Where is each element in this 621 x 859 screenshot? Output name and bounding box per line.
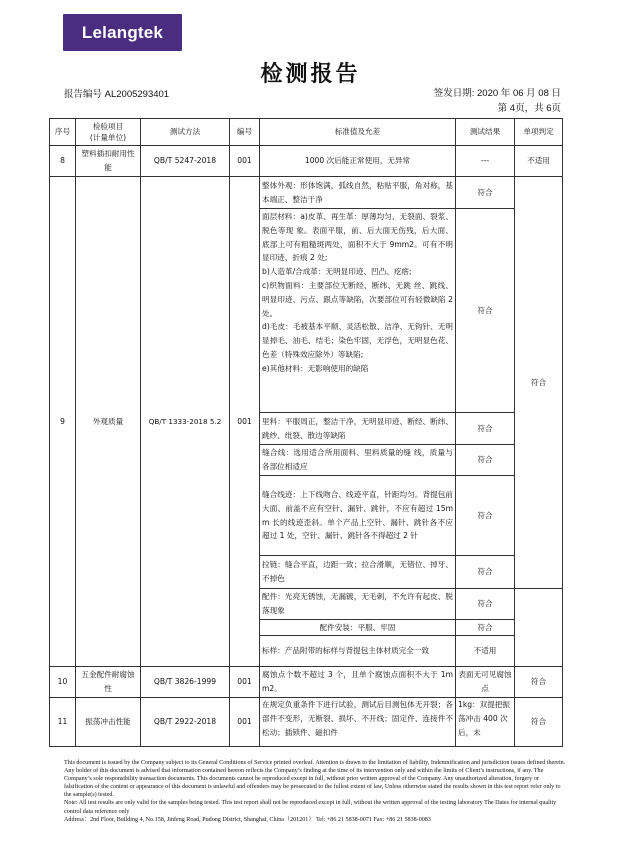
footer-note: Note: All test results are only valid for the samples being tested. This test report shall not be reproduced except in full, without the written approval of the testing laboratory The Dates for internal quality control data reference only <box>64 800 557 815</box>
row9-item: 外观质量 <box>76 177 141 667</box>
row11-method: QB/T 2922-2018 <box>141 698 230 747</box>
row8-code: 001 <box>230 146 260 177</box>
logo-text: Lelangtek <box>81 22 164 42</box>
footer-address: Address：2nd Floor, Building 4, No.158, Jinfeng Road, Pudong District, Shanghai, China（201201） Tel: +86 21 5838-0071 Fax: +86 21 5838-0083 <box>64 816 431 823</box>
row8-method: QB/T 5247-2018 <box>141 146 230 177</box>
header-item: 检验项目 (计量单位) <box>76 119 141 146</box>
row11-result: 1kg：双提把振荡冲击 400 次后，未 <box>456 698 515 747</box>
row9-code: 001 <box>230 177 260 667</box>
row9-result-zipper: 符合 <box>456 556 515 589</box>
row9-result-thread: 符合 <box>456 445 515 476</box>
row8-result: --- <box>456 146 515 177</box>
row10-result: 表面无可见腐蚀点 <box>456 667 515 698</box>
test-report-table <box>49 118 563 747</box>
row9-result-overall: 符合 <box>456 177 515 209</box>
row8-standard: 1000 次后能正常使用，无异常 <box>260 146 456 177</box>
row9-result-stitching: 符合 <box>456 476 515 556</box>
row10-no: 10 <box>50 667 76 698</box>
row9-standard-lining: 里料：平服周正，整洁干净，无明显印迹、断经、断纬、跳纱、纰裂、散边等缺陷 <box>260 413 456 445</box>
row9-method: QB/T 1333-2018 5.2 <box>141 177 230 667</box>
row9-standard-label: 标样：产品附带的标样与背提包主体材质完全一致 <box>260 636 456 667</box>
company-logo <box>63 14 182 51</box>
footer-disclaimer: This document is issued by the Company subject to its General Conditions of Service printed overleaf. Attention is drawn to the limitation of liability, Indemnification and jurisdiction issues defined therein. Any holder of this document is advised that information contained hereon reflects the Company’s finding at the time of its intervention only and within the limits of Client’s instructions, if any. The Company’s sole responsibility transaction documents. This documents cannot be reproduced except in full, without prior written approval of the Company. Any unauthorized alteration, forgery or falsification of the content or appearance of this document is unlawful and offenders may be prosecuted to the fullest extent of law, Unless otherwise stated the results shown in this test report refer only to the sample(s) tested. <box>64 760 566 799</box>
row11-code: 001 <box>230 698 260 747</box>
row10-item: 五金配件耐腐蚀性 <box>76 667 141 698</box>
row9-result-lining: 符合 <box>456 413 515 445</box>
row9-verdict: 符合 <box>515 177 563 589</box>
sign-date: 签发日期: 2020 年 06 月 08 日 <box>433 88 561 99</box>
table-header-row <box>50 119 563 146</box>
row9-result-accessories: 符合 <box>456 589 515 620</box>
row9-standard-overall: 整体外观：形体饱满，弧线自然，粘贴平服，角对称，基本端正、整洁干净 <box>260 177 456 209</box>
row9-standard-materials: 面层材料：a)皮革、再生革：厚薄均匀、无裂面、裂浆、脱色等现 象。表面平服，前、后大面无伤残，后大面、底部上可有粗糙斑两处，面积不大于 9mm2。可有不明显印迹、折痕 2 处; b)人造革/合成革：无明显印迹、凹凸、疙瘩; c)织物面料：主要部位无断经、断纬、无跳 丝、跳线、明显印迹、污点、跟点等缺陷，次要部位可有轻微缺陷 2 处。 d)毛皮：毛被基本平顺、灵活松散、洁净、无钩针、无明显掉毛、油毛、结毛；染色牢固，无浮色，无明显色花、色差（特殊效应除外）等缺陷; e)其他材料：无影响使用的缺陷 <box>260 209 456 413</box>
row9-result-install: 符合 <box>456 620 515 636</box>
row9-verdict-blank <box>515 589 563 667</box>
row9-standard-stitching: 缝合线迹：上下线吻合、线迹平直，针距均匀。背提包前大面、前盖不应有空针、漏针、跳针，不应有超过 15mm 长的线迹歪斜。单个产品上空针、漏针、跳针各不应超过 1 处，空针、漏针、跳针各不得超过 2 针 <box>260 476 456 556</box>
row10-method: QB/T 3826-1999 <box>141 667 230 698</box>
row9-no: 9 <box>50 177 76 667</box>
row11-standard: 在规定负重条件下进行试验，测试后目测包体无开裂；各部件不变形，无断裂、损坏、不开线；固定件、连接件不松动；插锁件、磁扣件 <box>260 698 456 747</box>
header-standard: 标准值及允差 <box>260 119 456 146</box>
row11-item: 振荡冲击性能 <box>76 698 141 747</box>
row11-no: 11 <box>50 698 76 747</box>
table-row <box>50 146 563 177</box>
header-method: 测试方法 <box>141 119 230 146</box>
report-title: 检测报告 <box>260 62 361 87</box>
row10-verdict: 符合 <box>515 667 563 698</box>
table-row <box>50 177 563 209</box>
row9-result-label: 不适用 <box>456 636 515 667</box>
row8-verdict: 不适用 <box>515 146 563 177</box>
page-info: 第 4页，共 6页 <box>497 103 561 114</box>
row8-item: 塑料插扣耐用性能 <box>76 146 141 177</box>
row8-no: 8 <box>50 146 76 177</box>
header-no: 序号 <box>50 119 76 146</box>
row10-standard: 腐蚀点个数不超过 3 个，且单个腐蚀点面积不大于 1mm2。 <box>260 667 456 698</box>
row9-standard-accessories: 配件：光亮无锈蚀，无漏镀，无毛刺，不允许有起皮、脱落现象 <box>260 589 456 620</box>
row9-standard-install: 配件安装：平服、牢固 <box>260 620 456 636</box>
table-row <box>50 667 563 698</box>
row9-standard-zipper: 拉链：缝合平直，边距一致；拉合滑顺，无错位、掉牙、不掉色 <box>260 556 456 589</box>
report-number: 报告编号 AL2005293401 <box>64 89 170 100</box>
row11-verdict: 符合 <box>515 698 563 747</box>
header-verdict: 单项判定 <box>515 119 563 146</box>
header-code: 编号 <box>230 119 260 146</box>
row9-standard-thread: 缝合线：选用适合所用面料、里料质量的缝 线，质量与各部位相适应 <box>260 445 456 476</box>
row10-code: 001 <box>230 667 260 698</box>
table-row <box>50 698 563 747</box>
row9-result-materials: 符合 <box>456 209 515 413</box>
header-result: 测试结果 <box>456 119 515 146</box>
legal-footer <box>64 759 569 824</box>
